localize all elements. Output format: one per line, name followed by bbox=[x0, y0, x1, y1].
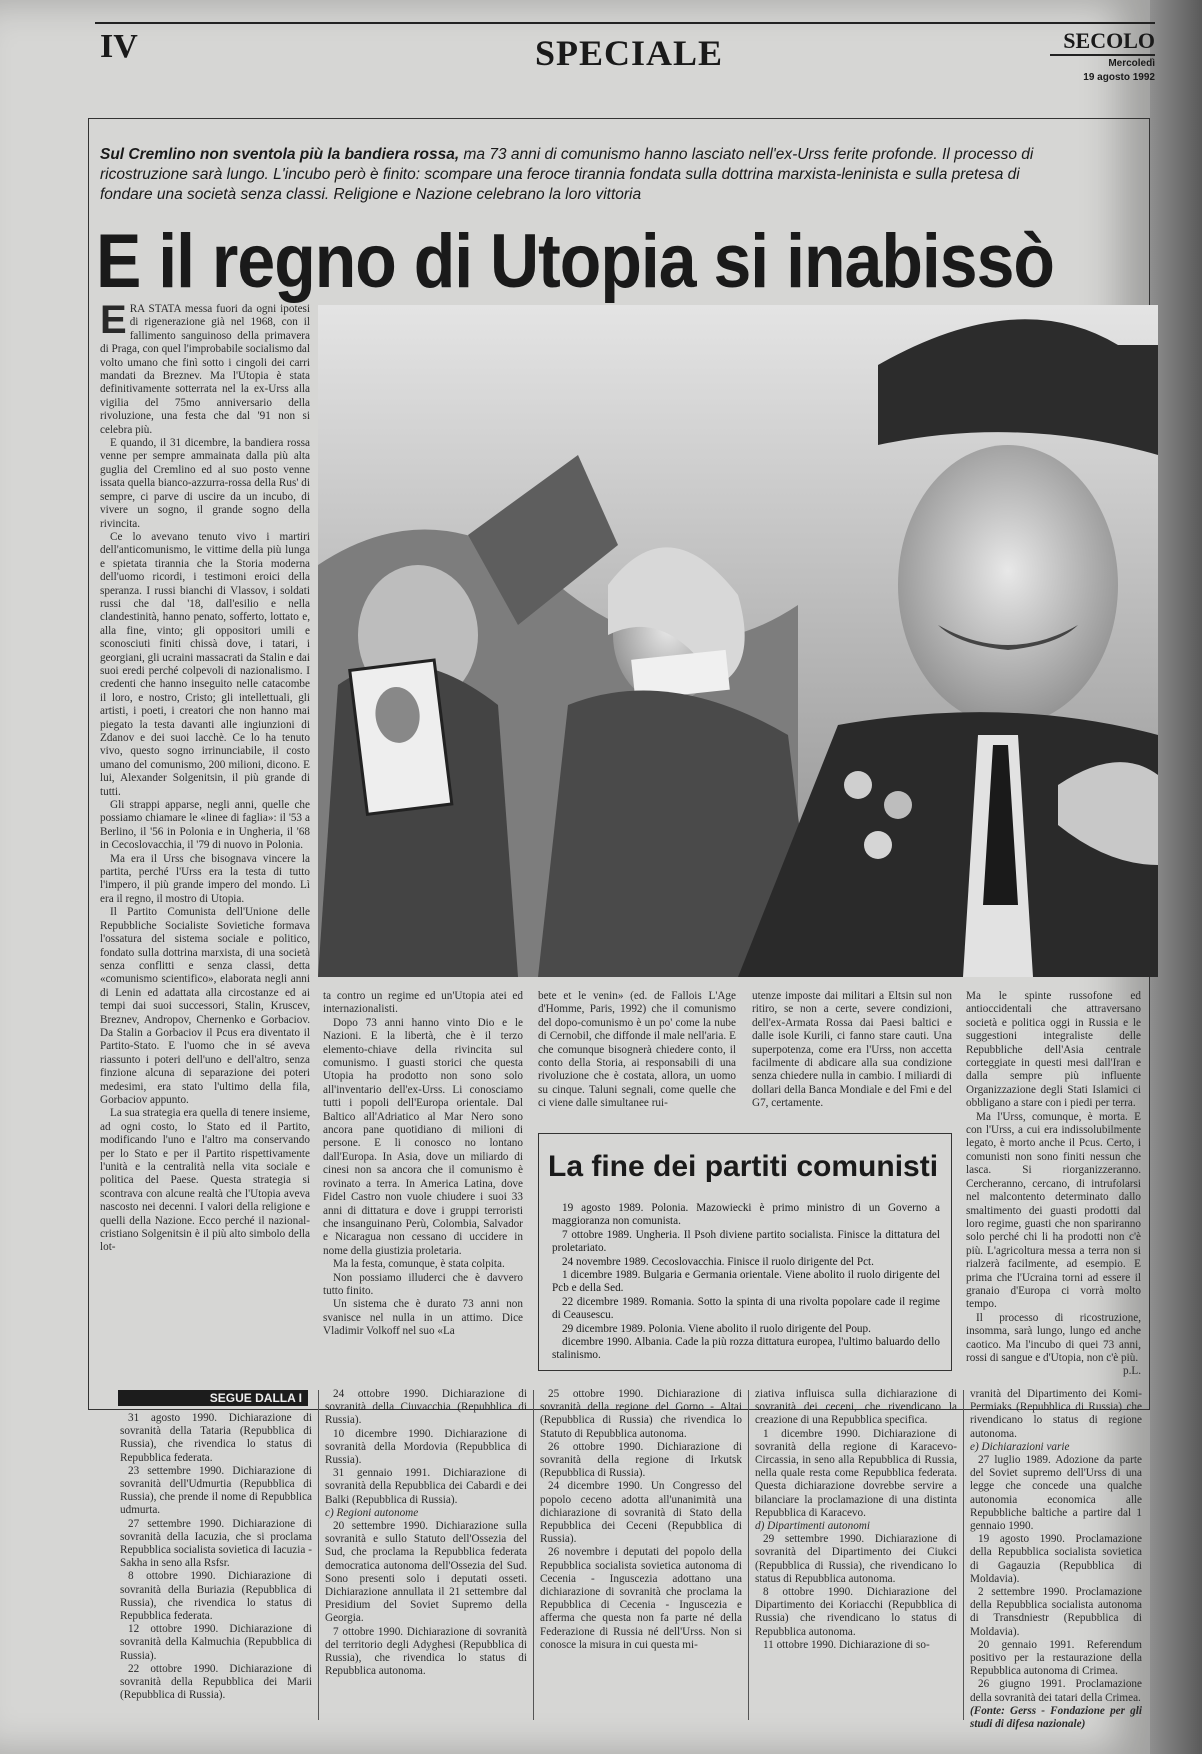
column-rule bbox=[963, 1390, 964, 1720]
paragraph: Il Partito Comunista dell'Unione delle Repubbliche Socialiste Sovietiche formava l'ossatura del sistema sociale e politico, fondato sulla dottrina marxista, di una società senza conflitti e senza classi, detta «comunismo scientifico», elaborata negli anni di Lenin ed adattata alla circostanze ed ai tempi dai suoi successori, Stalin, Kruscev, Breznev, Andropov, Chernenko e Gorbaciov. Da Stalin a Gorbaciov il Pcus era diventato il Partito-Stato. E l'uomo che in sé aveva riassunto i poteri dell'uno e dell'altro, senza finzione alcuna di separazione dei poteri medesimi, era stato l'ultimo della fila, Gorbaciov appunto. bbox=[100, 906, 310, 1106]
subsection-heading: d) Dipartimenti autonomi bbox=[755, 1520, 870, 1533]
list-item: 27 settembre 1990. Dichiarazione di sovranità della Iacuzia, che si proclama Repubblica socialista sovietica di Iacuzia - Sakha in seno alla Rsfsr. bbox=[120, 1517, 312, 1570]
list-item: 2 settembre 1990. Proclamazione della Repubblica socialista autonoma di Transdniestr (Repubblica di Moldavia). bbox=[970, 1586, 1142, 1638]
list-item: 12 ottobre 1990. Dichiarazione di sovranità della Kalmuchia (Repubblica di Russia). bbox=[120, 1623, 312, 1662]
list-item: 7 ottobre 1990. Dichiarazione di sovranità del territorio degli Adyghesi (Repubblica di Russia), che rivendica lo status di Repubblica autonoma. bbox=[325, 1625, 527, 1678]
subsection-heading: c) Regioni autonome bbox=[325, 1506, 419, 1519]
article-column-1 bbox=[100, 298, 310, 1255]
paragraph: ta contro un regime ed un'Utopia atei ed internazionalisti. bbox=[323, 990, 523, 1016]
paragraph: Il processo di ricostruzione, insomma, sarà lungo, lungo ed anche caotico. Ma l'incubo di quei 73 anni, rossi di sangue e d'Utopia, non c'è più. bbox=[966, 1311, 1141, 1364]
list-item: 26 giugno 1991. Proclamazione della sovranità dei tatari della Crimea. bbox=[970, 1678, 1142, 1704]
list-item: ziativa influisca sulla dichiarazione di sovranità dei ceceni, che rivendicano la creazione di una Repubblica specifica. bbox=[755, 1388, 957, 1427]
headline: E il regno di Utopia si inabissò bbox=[96, 218, 1054, 304]
timeline-entry: 22 dicembre 1989. Romania. Sotto la spinta di una rivolta popolare cade il regime di Ceausescu. bbox=[552, 1295, 940, 1322]
list-item: 23 settembre 1990. Dichiarazione di sovranità dell'Udmurtia (Repubblica di Russia), che prende il nome di Repubblica udmurta. bbox=[120, 1464, 312, 1517]
article-column-2 bbox=[323, 990, 523, 1339]
list-item: 31 agosto 1990. Dichiarazione di sovranità della Tataria (Repubblica di Russia), che rivendica lo status di Repubblica federata. bbox=[120, 1412, 312, 1464]
list-item: 27 luglio 1989. Adozione da parte del Soviet supremo dell'Urss di una legge che concede una qualche autonomia economica alle Repubbliche baltiche a partire dal 1 gennaio 1990. bbox=[970, 1454, 1142, 1533]
timeline-entry: dicembre 1990. Albania. Cade la più rozza dittatura europea, l'ultimo baluardo dello stalinismo. bbox=[552, 1336, 940, 1362]
paragraph: Non possiamo illuderci che è davvero tutto finito. bbox=[323, 1271, 523, 1297]
article-column-4 bbox=[752, 990, 952, 1111]
paragraph: Ma la festa, comunque, è stata colpita. bbox=[333, 1258, 505, 1271]
timeline-entry: 29 dicembre 1989. Polonia. Viene abolito il ruolo dirigente del Poup. bbox=[562, 1322, 871, 1335]
paragraph: La sua strategia era quella di tenere insieme, ad ogni costo, lo Stato ed il Partito, modificando l'uno e l'altro ma conservando per lo Stato e per il Partito rispettivamente l'unità e la centralità nella vita sociale e politica del Paese. Questa strategia si scontrava con alcune realtà che l'Utopia aveva nascosto nei decenni. I valori della religione e quelli della Nazione. Ecco perché il nazional-cristiano Solgenitsin è il più alto simbolo della lot- bbox=[100, 1107, 310, 1254]
section-title: SPECIALE bbox=[535, 33, 724, 73]
list-item: 11 ottobre 1990. Dichiarazione di so- bbox=[763, 1638, 930, 1651]
continuation-column-3 bbox=[540, 1388, 742, 1652]
list-item: 24 dicembre 1990. Un Congresso del popolo ceceno adotta all'unanimità una dichiarazione di sovranità di Stato della Repubblica dei Ceceni (Repubblica di Russia). bbox=[540, 1480, 742, 1546]
continuation-column-5 bbox=[970, 1388, 1142, 1731]
paragraph: utenze imposte dai militari a Eltsin sul non ritiro, se non a certe, severe condizioni, dell'ex-Armata Rossa dai Paesi baltici e dalle isole Kurili, ci fanno stare cauti. Una superpotenza, come era l'Urss, non accetta facilmente di abdicare alla sua condizione senza chiedere nulla in cambio. I miliardi di dollari della Banca Mondiale e del Fmi e del G7, certamente. bbox=[752, 990, 952, 1110]
paragraph: bete et le venin» (ed. de Fallois L'Age d'Homme, Paris, 1992) che il comunismo del dopo-comunismo è un po' come la nube di Cernobil, che diffonde il male nell'aria. E che comunque bisognerà chiedere conto, il conto della Storia, ai responsabili di una rivoluzione che è costata, allora, un uomo su cinque. Taluni segnali, come quelle che ci viene dalle simultanee rui- bbox=[538, 990, 736, 1110]
masthead bbox=[1050, 28, 1155, 84]
list-item: vranità del Dipartimento dei Komi-Permiaks (Repubblica di Russia) che rivendicano lo status di regione autonoma. bbox=[970, 1388, 1142, 1440]
list-item: 8 ottobre 1990. Dichiarazione di sovranità della Buriazia (Repubblica di Russia), che rivendica lo status di Repubblica federata. bbox=[120, 1570, 312, 1623]
list-item: 25 ottobre 1990. Dichiarazione di sovranità della regione del Gorno - Altai (Repubblica di Russia) che rivendica lo Statuto di Repubblica autonoma. bbox=[540, 1388, 742, 1440]
timeline-entry: 24 novembre 1989. Cecoslovacchia. Finisce il ruolo dirigente del Pct. bbox=[562, 1255, 874, 1268]
continuation-column-4 bbox=[755, 1388, 957, 1652]
timeline-entry: 1 dicembre 1989. Bulgaria e Germania orientale. Viene abolito il ruolo dirigente del Pcb e della Sed. bbox=[552, 1269, 940, 1295]
drop-cap: E bbox=[100, 298, 127, 342]
list-item: 19 agosto 1990. Proclamazione della Repubblica socialista sovietica di Gagauzia (Repubblica di Moldavia). bbox=[970, 1533, 1142, 1585]
paragraph: E quando, il 31 dicembre, la bandiera rossa venne per sempre ammainata dalla più alta guglia del Cremlino ed al suo posto venne issata quella bianco-azzurra-rossa della Rus' di sempre, ci parve di uscire da un incubo, di vivere un sogno, il grande sogno della rivincita. bbox=[100, 437, 310, 530]
newspaper-name: SECOLO bbox=[1050, 28, 1155, 56]
list-item: 26 novembre i deputati del popolo della Repubblica socialista sovietica autonoma di Cecenia - Inguscezia adottano una dichiarazione di sovranità che proclama la Repubblica di Cecenia - Inguscezia e afferma che questa non fa parte né della Federazione di Russia né dell'Urss. Non si conosce la misura in cui questa mi- bbox=[540, 1546, 742, 1651]
source-note: (Fonte: Gerss - Fondazione per gli studi di difesa nazionale) bbox=[970, 1704, 1142, 1731]
article-column-5 bbox=[966, 990, 1141, 1379]
kicker-rest: ma 73 anni di comunismo hanno lasciato nell'ex-Urss ferite profonde. Il processo di ricostruzione sarà lungo. L'incubo però è finito: scompare una feroce tirannia fondata sulla dottrina marxista-leninista e sulla pretesa di fondare una società senza classi. Religione e Nazione celebrano la loro vittoria bbox=[100, 146, 1034, 203]
paragraph: Gli strappi apparse, negli anni, quelle che possiamo chiamare le «linee di faglia»: il '53 a Berlino, il '56 in Polonia e in Ungheria, il '68 in Cecoslovacchia, il '79 di nuovo in Polonia. bbox=[100, 799, 310, 852]
subsection-heading: e) Dichiarazioni varie bbox=[970, 1440, 1070, 1453]
page-number: IV bbox=[100, 28, 138, 65]
continuation-column-1 bbox=[120, 1412, 312, 1702]
list-item: 26 ottobre 1990. Dichiarazione di sovranità della regione di Irkutsk (Repubblica di Russia). bbox=[540, 1440, 742, 1480]
paragraph: Ma era il Urss che bisognava vincere la partita, perché l'Urss era la testa di tutto l'impero, il più grande impero del mondo. Lì era il regno, il mostro di Utopia. bbox=[100, 852, 310, 905]
issue-date: 19 agosto 1992 bbox=[1083, 72, 1155, 83]
continuation-column-2 bbox=[325, 1388, 527, 1678]
timeline-entry: 19 agosto 1989. Polonia. Mazowiecki è primo ministro di un Governo a maggioranza non comunista. bbox=[552, 1202, 940, 1228]
column-rule bbox=[748, 1390, 749, 1720]
kicker bbox=[100, 145, 1060, 205]
article-column-3 bbox=[538, 990, 736, 1111]
author-signature: p.L. bbox=[1122, 1365, 1141, 1378]
list-item: 8 ottobre 1990. Dichiarazione del Dipartimento dei Koriacchi (Repubblica di Russia) che rivendicano lo status di Repubblica autonoma. bbox=[755, 1586, 957, 1638]
column-rule bbox=[318, 1390, 319, 1720]
column-rule bbox=[533, 1390, 534, 1720]
paragraph: Dopo 73 anni hanno vinto Dio e le Nazioni. E la libertà, che è il terzo elemento-chiave della rivincita sul comunismo. I guasti storici che questa Utopia ha prodotto non sono solo all'inventario dell'ex-Urss. Li conosciamo tutti i popoli dell'Europa orientale. Dal Baltico all'Adriatico al Mar Nero sono ancora pane quotidiano di milioni di persone. E li conosco no lontano dall'Europa. In Asia, dove un miliardo di cinesi non sa ancora che il comunismo è rovinato a terra. In America Latina, dove Fidel Castro non vuole chiudere i suoi 33 anni di dittatura e dove i gruppi terroristi che insanguinano Perù, Colombia, Salvador e Nicaragua non cessano di uccidere in nome della giustizia proletaria. bbox=[323, 1016, 523, 1257]
list-item: 10 dicembre 1990. Dichiarazione di sovranità della Mordovia (Repubblica di Russia). bbox=[325, 1427, 527, 1467]
list-item: 24 ottobre 1990. Dichiarazione di sovranità della Ciuvacchia (Repubblica di Russia). bbox=[325, 1388, 527, 1427]
timeline-box-body bbox=[552, 1202, 940, 1363]
list-item: 1 dicembre 1990. Dichiarazione di sovranità della regione di Karacevo-Circassia, in seno alla Repubblica di Russia, nella quale resta come Repubblica federata. Questa dichiarazione dovrebbe servire a bilanciare la proclamazione di una distinta Repubblica di Karacevo. bbox=[755, 1427, 957, 1519]
news-photo bbox=[318, 305, 1158, 977]
continued-from-label: SEGUE DALLA I bbox=[118, 1390, 308, 1406]
kicker-lead: Sul Cremlino non sventola più la bandiera rossa, bbox=[100, 146, 460, 163]
timeline-entry: 7 ottobre 1989. Ungheria. Il Psoh diviene partito socialista. Finisce la dittatura del proletariato. bbox=[552, 1228, 940, 1255]
list-item: 22 ottobre 1990. Dichiarazione di sovranità della Repubblica dei Marii (Repubblica di Russia). bbox=[120, 1662, 312, 1702]
paragraph: Ma l'Urss, comunque, è morta. E con l'Urss, a cui era indissolubilmente legato, è morto anche il Pcus. Certo, i comunisti non sono finiti nessun che lasca. Si riorganizzeranno. Cercheranno, cercano, di intrufolarsi nel malcontento determinato dallo smaltimento dei guasti prodotti dal loro regime, guasti che non spariranno solo perché chi li ha prodotti non c'è più. L'agricoltura messa a terra non si rialzerà facilmente, ad esempio. E prima che l'Ucraina torni ad essere il granaio d'Europa ci vorrà molto tempo. bbox=[966, 1110, 1141, 1311]
list-item: 20 settembre 1990. Dichiarazione sulla sovranità e sullo Statuto dell'Ossezia del Sud, che proclama la Repubblica federata democratica autonoma dell'Ossezia del Sud. Sono presenti solo i deputati osseti. Dichiarazione annullata il 21 settembre dal Presidium del Soviet Supremo della Georgia. bbox=[325, 1520, 527, 1625]
paragraph: Ma le spinte russofone ed antioccidentali che attraversano società e politica oggi in Russia e le suggestioni integraliste delle Repubbliche dell'Asia centrale corteggiate in questi mesi dall'Iran e dalla sempre più influente Organizzazione degli Stati Islamici ci obbligano a stare con i piedi per terra. bbox=[966, 990, 1141, 1110]
paragraph: Un sistema che è durato 73 anni non svanisce nel nulla in un attimo. Dice Vladimir Volkoff nel suo «La bbox=[323, 1298, 523, 1338]
list-item: 20 gennaio 1991. Referendum positivo per la restaurazione della Repubblica autonoma di Crimea. bbox=[970, 1638, 1142, 1678]
header-rule bbox=[95, 22, 1155, 24]
photo-crowd-illustration bbox=[318, 305, 1158, 977]
issue-weekday: Mercoledì bbox=[1108, 58, 1155, 69]
list-item: 31 gennaio 1991. Dichiarazione di sovranità della Repubblica dei Cabardi e dei Balki (Repubblica di Russia). bbox=[325, 1467, 527, 1506]
list-item: 29 settembre 1990. Dichiarazione di sovranità del Dipartimento dei Ciukci (Repubblica di Russia), che rivendicano lo status di Repubblica autonoma. bbox=[755, 1533, 957, 1585]
paragraph: RA STATA messa fuori da ogni ipotesi di rigenerazione già nel 1968, con il fallimento sanguinoso della primavera di Praga, con quel l'improbabile socialismo dal volto umano che finì sotto i cingoli dei carri mandati da Breznev. Ma l'Utopia è stata definitivamente sotterrata nel la ex-Urss alla vigilia del 75mo anniversario della rivoluzione, una festa che dal '91 non si celebra più. bbox=[100, 303, 310, 436]
timeline-box-title: La fine dei partiti comunisti bbox=[548, 1150, 939, 1183]
paragraph: Ce lo avevano tenuto vivo i martiri dell'anticomunismo, le vittime della più lunga e spietata tirannia che la Storia moderna dell'uomo ricordi, i testimoni eroici della speranza. I russi bianchi di Vlassov, i soldati russi che dal '18, dall'esilio e nella clandestinità, hanno penato, sofferto, lottato e, alla fine, vinto; gli oppositori umili e sconosciuti finiti chissà dove, i tatari, i georgiani, gli ucraini massacrati da Stalin e dai suoi eredi perché colpevoli di nazionalismo. I credenti che hanno inseguito nelle catacombe il loro, e nostro, Cristo; gli intellettuali, gli artisti, i poeti, i creatori che non hanno mai piegato la testa davanti alle ingiunzioni di Zdanov e dei suoi lacchè. Ce lo ha tenuto vivo, questo sogno irrinunciabile, il costo umano del comunismo, 200 milioni, dicono. E lui, Alexander Solgenitsin, il più grande di tutti. bbox=[100, 530, 310, 798]
